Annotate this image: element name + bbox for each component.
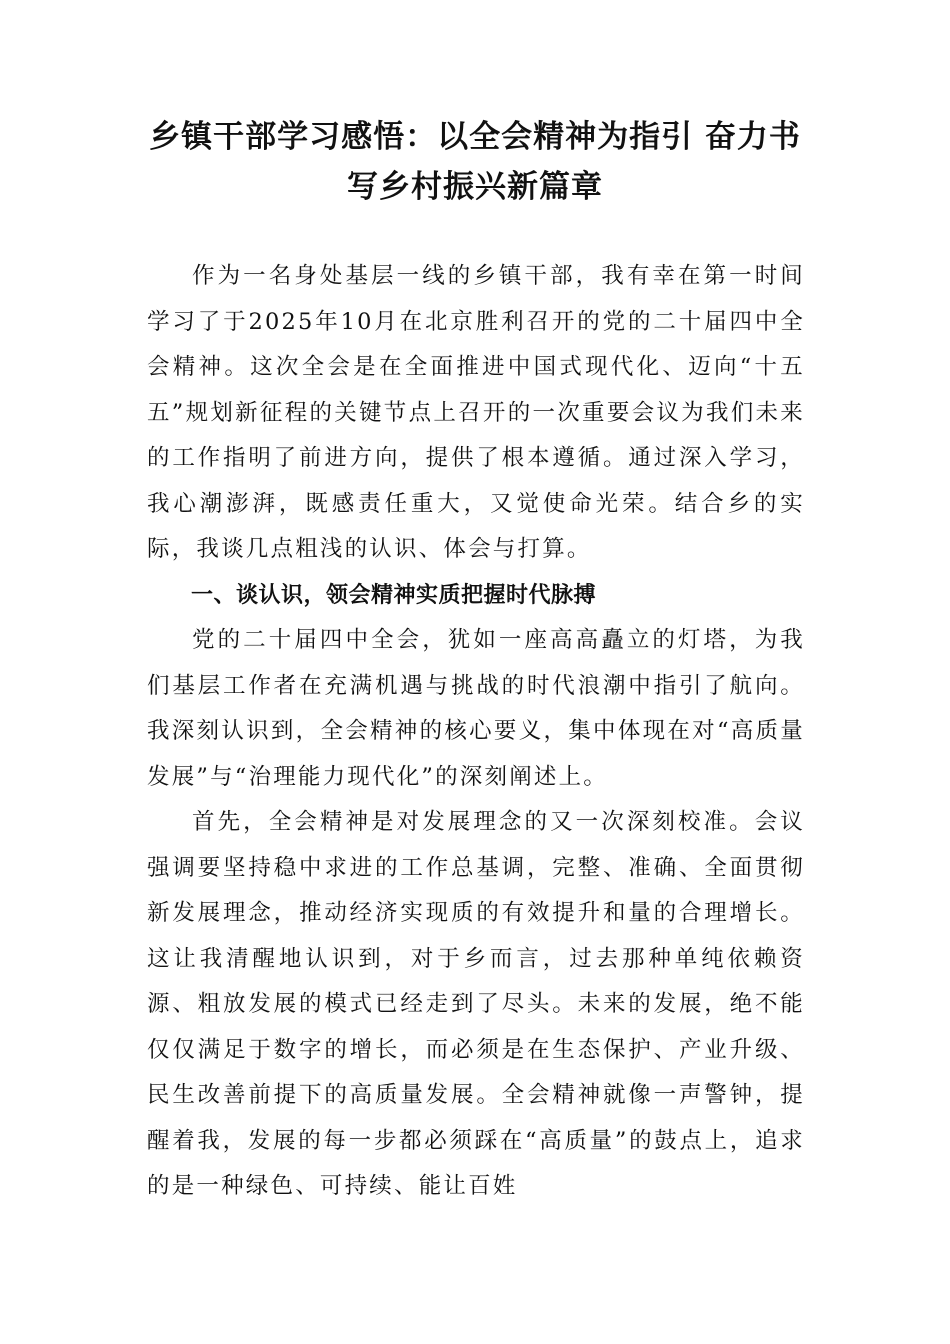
section-heading: 一、谈认识，领会精神实质把握时代脉搏: [191, 582, 597, 608]
section-paragraph-1: 党的二十届四中全会，犹如一座高高矗立的灯塔，为我们基层工作者在充满机遇与挑战的时代浪潮中指引了航向。我深刻认识到，全会精神的核心要义，集中体现在对“高质量发展”与“治理能力现代化”的深刻阐述上。: [147, 627, 805, 790]
document-title: 乡镇干部学习感悟：以全会精神为指引 奋力书写乡村振兴新篇章: [149, 119, 801, 205]
document-body: [147, 254, 805, 1210]
intro-paragraph: 作为一名身处基层一线的乡镇干部，我有幸在第一时间学习了于2025年10月在北京胜利召开的党的二十届四中全会精神。这次全会是在全面推进中国式现代化、迈向“十五五”规划新征程的关键节点上召开的一次重要会议为我们未来的工作指明了前进方向，提供了根本遵循。通过深入学习，我心潮澎湃，既感责任重大，又觉使命光荣。结合乡的实际，我谈几点粗浅的认识、体会与打算。: [147, 263, 805, 562]
section-paragraph-2: 首先，全会精神是对发展理念的又一次深刻校准。会议强调要坚持稳中求进的工作总基调，完整、准确、全面贯彻新发展理念，推动经济实现质的有效提升和量的合理增长。这让我清醒地认识到，对于乡而言，过去那种单纯依赖资源、粗放发展的模式已经走到了尽头。未来的发展，绝不能仅仅满足于数字的增长，而必须是在生态保护、产业升级、民生改善前提下的高质量发展。全会精神就像一声警钟，提醒着我，发展的每一步都必须踩在“高质量”的鼓点上，追求的是一种绿色、可持续、能让百姓: [147, 809, 805, 1199]
